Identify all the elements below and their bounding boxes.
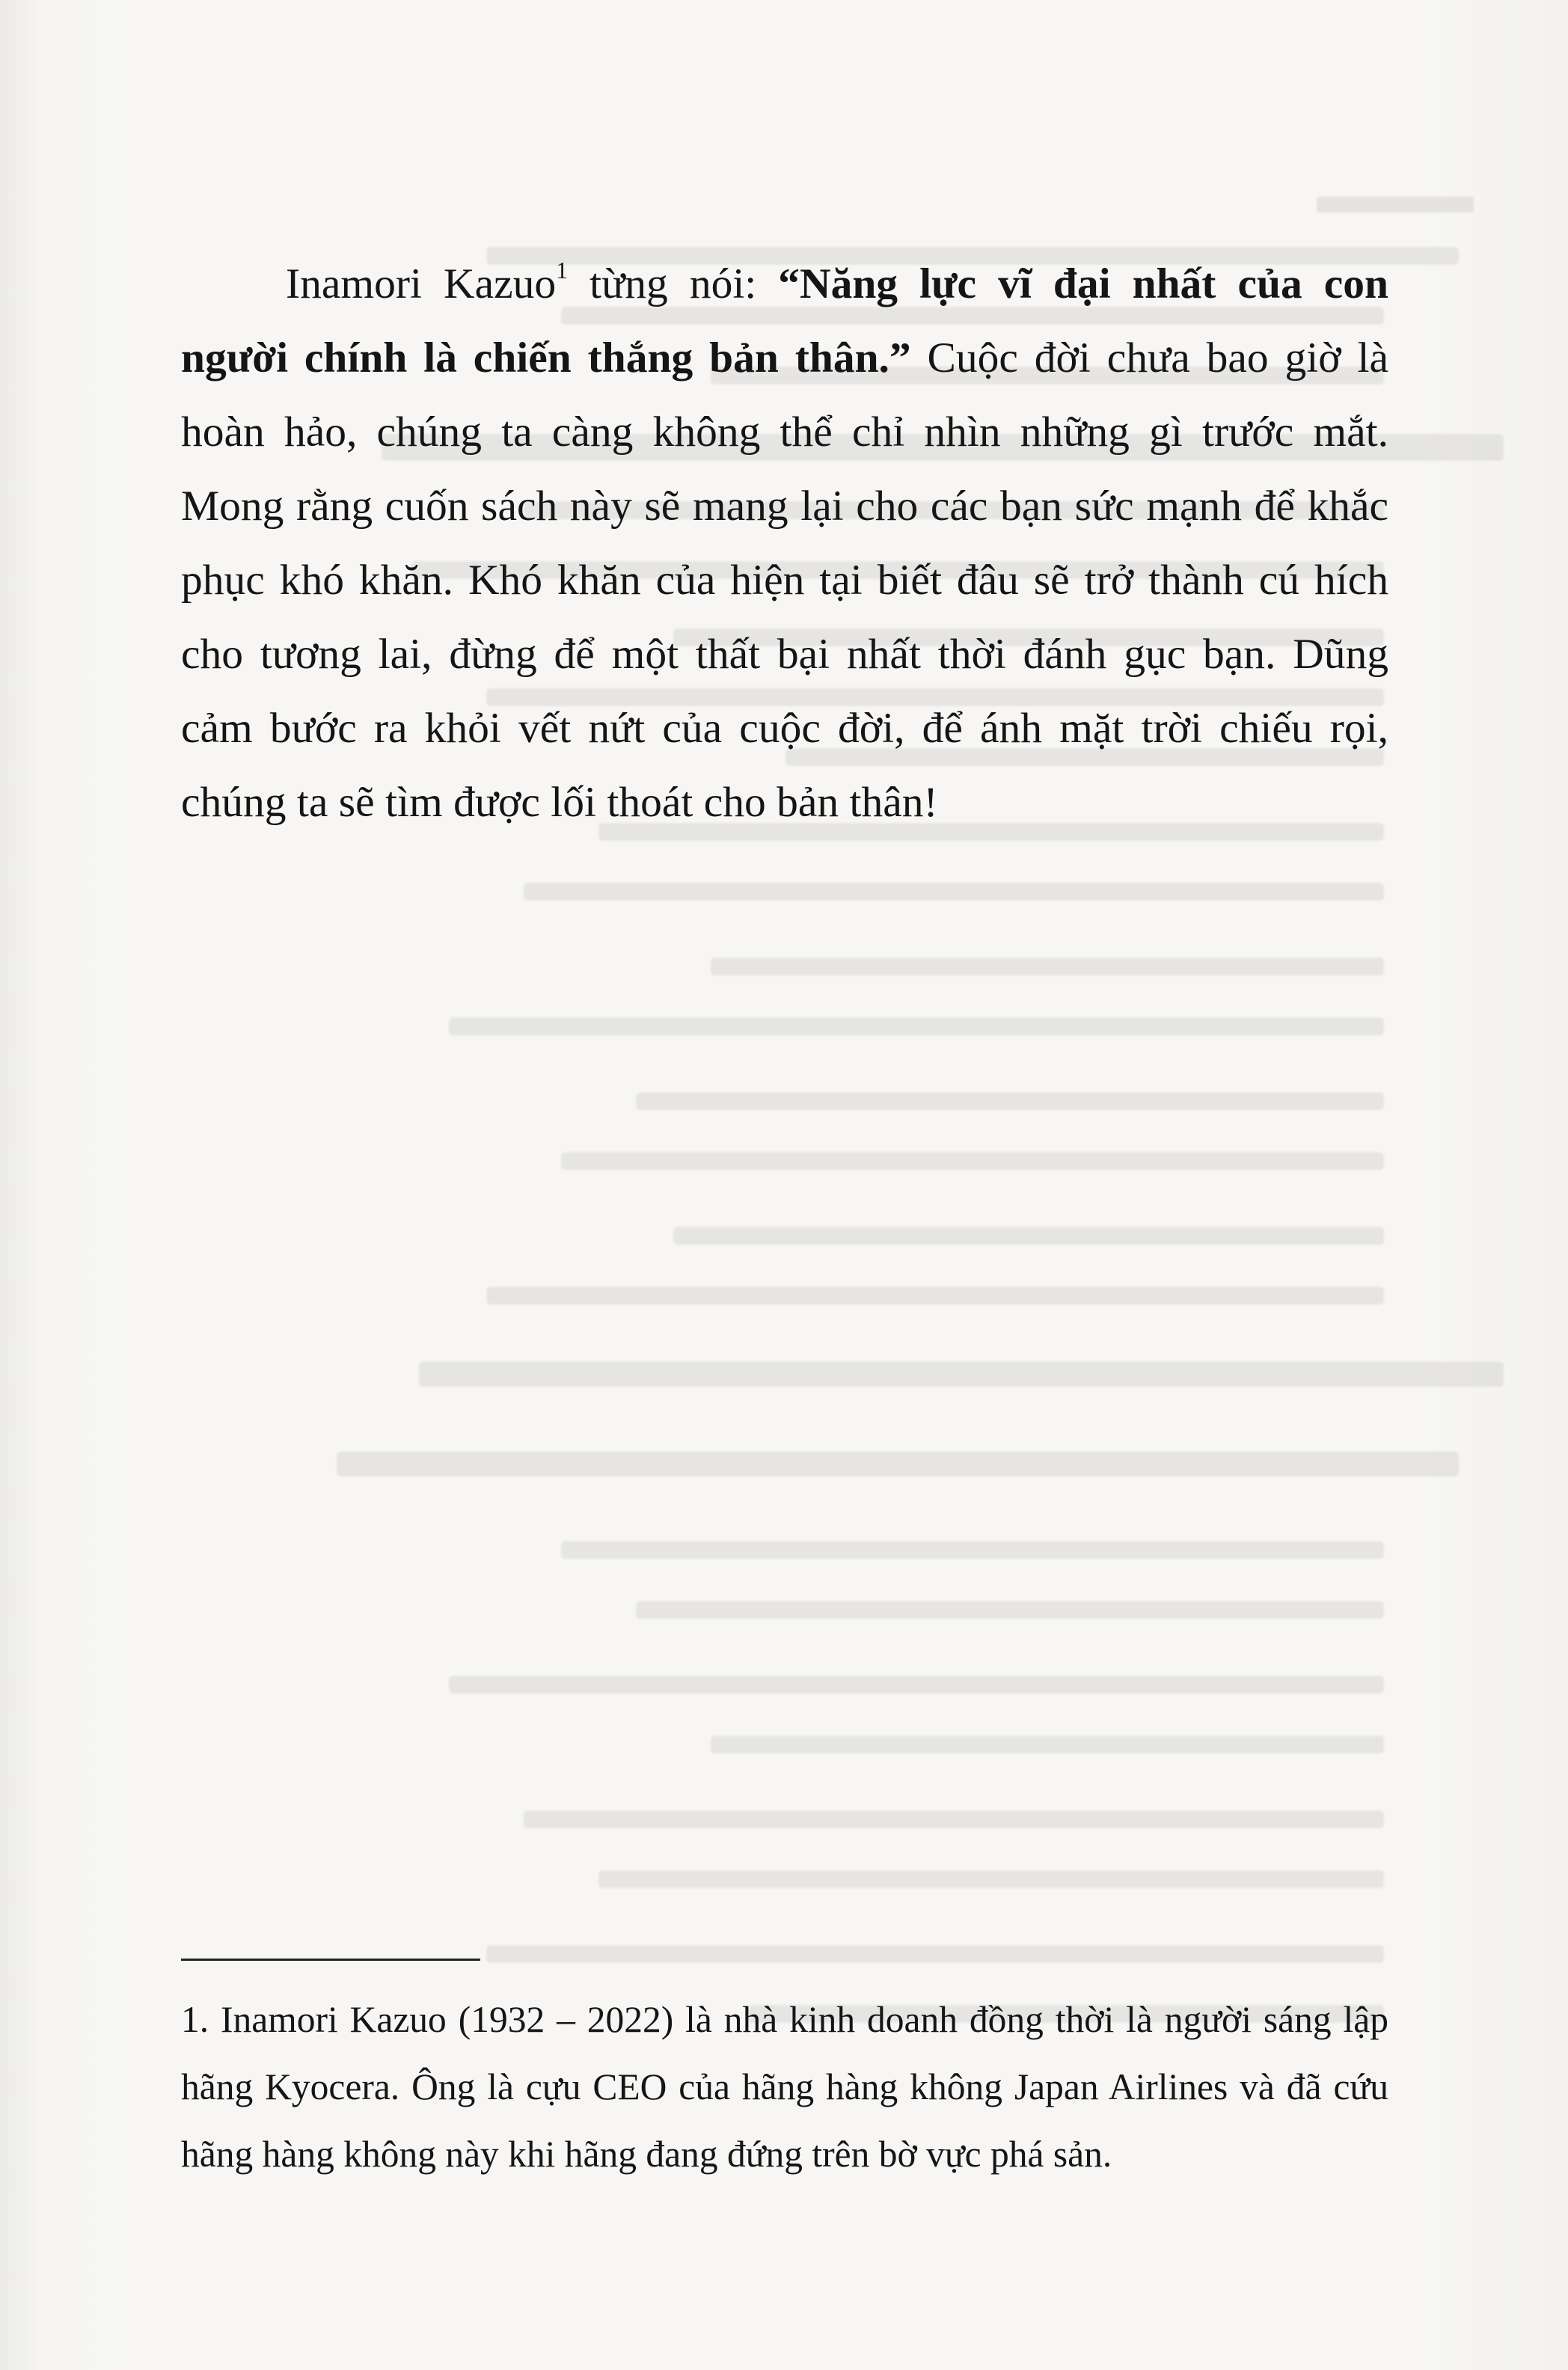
- author-name: Inamori Kazuo: [286, 260, 557, 307]
- footnote: 1. Inamori Kazuo (1932 – 2022) là nhà kinh doanh đồng thời là người sáng lập hãng Kyocera. Ông là cựu CEO của hãng hàng không Japan Airlines và đã cứu hãng hàng không này khi hãng đang đứng trên bờ vực phá sản.: [181, 1999, 1388, 2175]
- paragraph-continuation: Cuộc đời chưa bao giờ là hoàn hảo, chúng ta càng không thể chỉ nhìn những gì trước mắt. Mong rằng cuốn sách này sẽ mang lại cho các bạn sức mạnh để khắc phục khó khăn. Khó khăn của hiện tại biết đâu sẽ trở thành cú hích cho tương lai, đừng để một thất bại nhất thời đánh gục bạn. Dũng cảm bước ra khỏi vết nứt của cuộc đời, để ánh mặt trời chiếu rọi, chúng ta sẽ tìm được lối thoát cho bản thân!: [181, 334, 1388, 826]
- bold-quote: “Năng lực vĩ đại nhất của con người chính là chiến thắng bản thân.”: [181, 260, 1388, 382]
- lead-in-text: từng nói:: [568, 260, 779, 307]
- footnote-reference[interactable]: 1: [556, 256, 569, 284]
- body-paragraph: [181, 247, 1388, 839]
- footnote-divider: [181, 1959, 480, 1961]
- show-through-background: ▬▬▬: [217, 165, 1504, 2072]
